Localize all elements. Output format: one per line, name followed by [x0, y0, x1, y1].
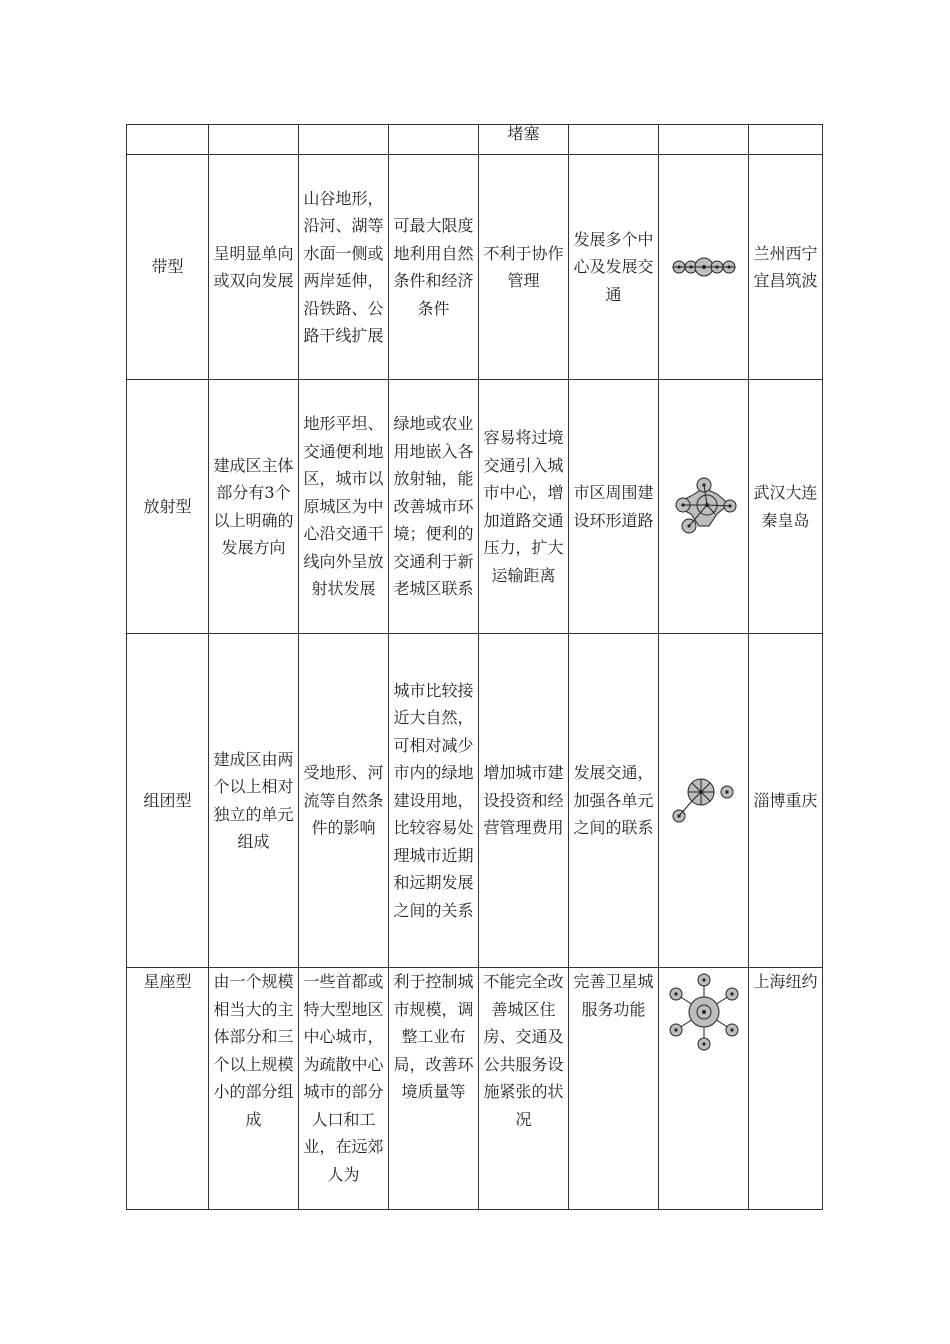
cell-example: 兰州西宁宜昌筑波: [749, 155, 823, 380]
cluster-city-diagram-icon: [671, 776, 737, 826]
cell-measure: 完善卫星城服务功能: [569, 968, 659, 1210]
cell-advantage: 绿地或农业用地嵌入各放射轴，能改善城市环境；便利的交通利于新老城区联系: [389, 380, 479, 634]
cell-type: 带型: [127, 155, 209, 380]
cell-diagram: [659, 125, 749, 155]
table-row: [127, 125, 823, 155]
cell-disadvantage: 不能完全改善城区住房、交通及公共服务设施紧张的状况: [479, 968, 569, 1210]
cell-measure: 发展多个中心及发展交通: [569, 155, 659, 380]
cell-disadvantage: 容易将过境交通引入城市中心，增加道路交通压力，扩大运输距离: [479, 380, 569, 634]
cell-example: 淄博重庆: [749, 634, 823, 968]
cell-feature: 建成区主体部分有3个以上明确的发展方向: [209, 380, 299, 634]
cell-feature: 由一个规模相当大的主体部分和三个以上规模小的部分组成: [209, 968, 299, 1210]
cell-condition: 受地形、河流等自然条件的影响: [299, 634, 389, 968]
cell-type: 组团型: [127, 634, 209, 968]
cell-condition: 山谷地形，沿河、湖等水面一侧或两岸延伸，沿铁路、公路干线扩展: [299, 155, 389, 380]
cell-type: [127, 125, 209, 155]
cell-advantage: 城市比较接近大自然，可相对减少市内的绿地建设用地，比较容易处理城市近期和远期发展之间的关系: [389, 634, 479, 968]
cell-measure: 市区周围建设环形道路: [569, 380, 659, 634]
city-form-table: [126, 124, 823, 1210]
cell-advantage: [389, 125, 479, 155]
cell-condition: 一些首都或特大型地区中心城市，为疏散中心城市的部分人口和工业，在远郊人为: [299, 968, 389, 1210]
table-row: [127, 155, 823, 380]
cell-advantage: 利于控制城市规模，调整工业布局，改善环境质量等: [389, 968, 479, 1210]
cell-disadvantage: 不利于协作管理: [479, 155, 569, 380]
cell-example: [749, 125, 823, 155]
constellation-city-diagram-icon: [668, 972, 740, 1052]
cell-type: 放射型: [127, 380, 209, 634]
table-row: [127, 634, 823, 968]
cell-measure: [569, 125, 659, 155]
radial-city-diagram-icon: [669, 474, 739, 540]
cell-diagram: [659, 968, 749, 1210]
cell-diagram: [659, 380, 749, 634]
cell-feature: 呈明显单向或双向发展: [209, 155, 299, 380]
cell-feature: 建成区由两个以上相对独立的单元组成: [209, 634, 299, 968]
cell-diagram: [659, 155, 749, 380]
cell-advantage: 可最大限度地利用自然条件和经济条件: [389, 155, 479, 380]
cell-diagram: [659, 634, 749, 968]
cell-feature: [209, 125, 299, 155]
table-row: [127, 380, 823, 634]
cell-type: 星座型: [127, 968, 209, 1210]
cell-disadvantage: 增加城市建设投资和经营管理费用: [479, 634, 569, 968]
table-row: [127, 968, 823, 1210]
cell-measure: 发展交通，加强各单元之间的联系: [569, 634, 659, 968]
cell-disadvantage: 堵塞: [479, 125, 569, 155]
cell-condition: 地形平坦、交通便利地区，城市以原城区为中心沿交通干线向外呈放射状发展: [299, 380, 389, 634]
cell-condition: [299, 125, 389, 155]
cell-example: 武汉大连秦皇岛: [749, 380, 823, 634]
cell-example: 上海纽约: [749, 968, 823, 1210]
band-city-diagram-icon: [671, 255, 737, 279]
